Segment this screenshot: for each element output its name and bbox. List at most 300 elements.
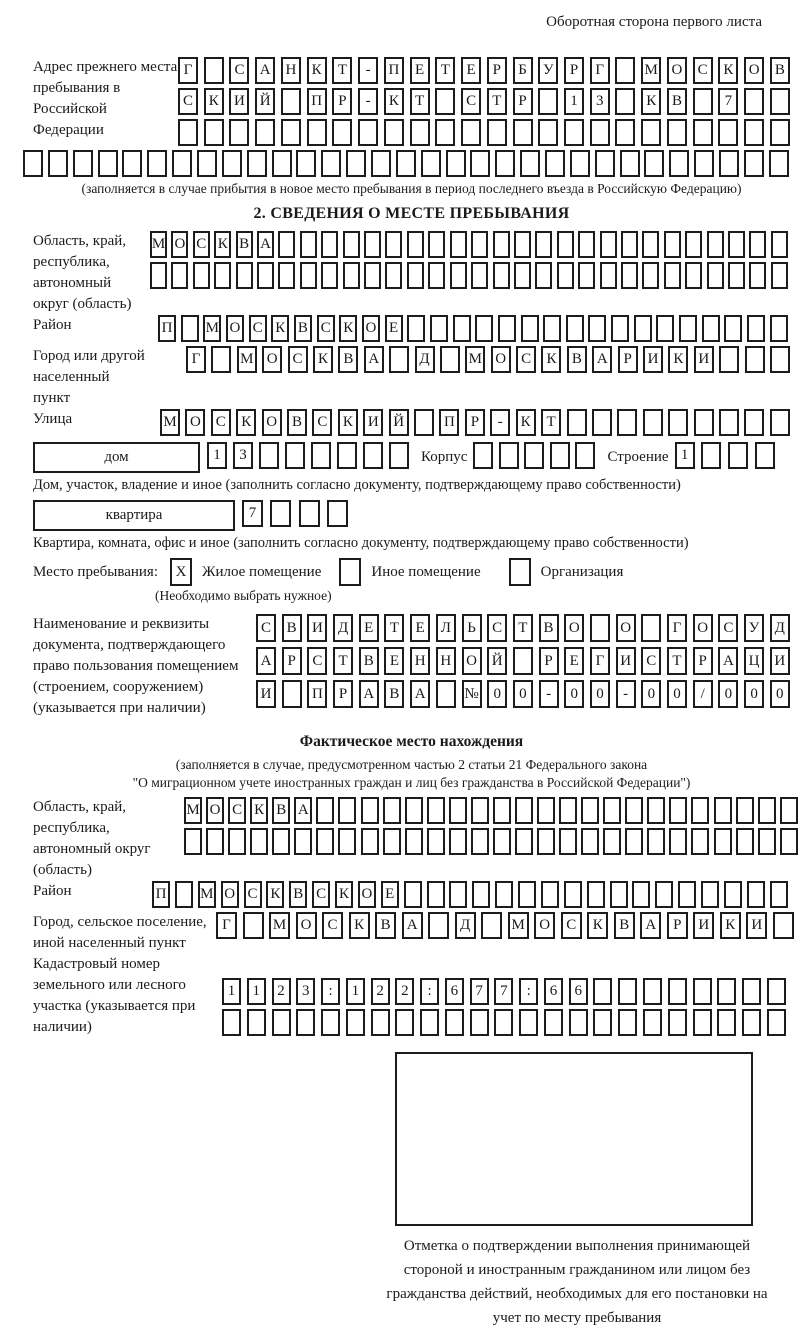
char-cell[interactable]	[184, 828, 202, 855]
char-cell[interactable]: О	[185, 409, 205, 436]
char-cell[interactable]	[771, 262, 788, 289]
char-cell[interactable]: Т	[487, 88, 507, 115]
char-cell[interactable]: Т	[410, 88, 430, 115]
char-cell[interactable]	[694, 409, 714, 436]
char-cell[interactable]	[600, 231, 617, 258]
char-cell[interactable]	[150, 262, 167, 289]
char-cell[interactable]	[742, 1009, 761, 1036]
char-cell[interactable]: К	[668, 346, 688, 373]
char-cell[interactable]: Г	[667, 614, 687, 642]
char-cell[interactable]	[717, 978, 736, 1005]
char-cell[interactable]	[383, 828, 401, 855]
char-cell[interactable]	[405, 828, 423, 855]
char-cell[interactable]	[581, 797, 599, 824]
char-cell[interactable]: 7	[242, 500, 263, 527]
char-cell[interactable]	[428, 912, 449, 939]
char-cell[interactable]	[513, 647, 533, 675]
char-cell[interactable]	[206, 828, 224, 855]
char-cell[interactable]	[587, 881, 605, 908]
char-cell[interactable]: Л	[436, 614, 456, 642]
char-cell[interactable]: Р	[282, 647, 302, 675]
char-cell[interactable]: А	[257, 231, 274, 258]
char-cell[interactable]	[193, 262, 210, 289]
char-cell[interactable]: О	[462, 647, 482, 675]
char-cell[interactable]	[515, 797, 533, 824]
char-cell[interactable]	[395, 1009, 414, 1036]
char-cell[interactable]	[566, 315, 584, 342]
char-cell[interactable]	[514, 262, 531, 289]
char-cell[interactable]	[337, 442, 357, 469]
char-cell[interactable]: К	[204, 88, 224, 115]
char-cell[interactable]: О	[262, 409, 282, 436]
char-cell[interactable]: М	[508, 912, 529, 939]
char-cell[interactable]	[300, 262, 317, 289]
char-cell[interactable]: Р	[332, 88, 352, 115]
char-cell[interactable]: Р	[487, 57, 507, 84]
char-cell[interactable]	[728, 262, 745, 289]
char-cell[interactable]: 0	[590, 680, 610, 708]
char-cell[interactable]: О	[667, 57, 687, 84]
char-cell[interactable]	[603, 797, 621, 824]
char-cell[interactable]	[535, 262, 552, 289]
char-cell[interactable]	[278, 231, 295, 258]
char-cell[interactable]: К	[718, 57, 738, 84]
char-cell[interactable]	[211, 346, 231, 373]
char-cell[interactable]	[669, 797, 687, 824]
char-cell[interactable]: К	[720, 912, 741, 939]
char-cell[interactable]	[428, 231, 445, 258]
char-cell[interactable]	[693, 1009, 712, 1036]
char-cell[interactable]: О	[206, 797, 224, 824]
char-cell[interactable]	[755, 442, 775, 469]
char-cell[interactable]: В	[272, 797, 290, 824]
char-cell[interactable]: У	[744, 614, 764, 642]
char-cell[interactable]	[430, 315, 448, 342]
char-cell[interactable]	[204, 119, 224, 146]
char-cell[interactable]: -	[539, 680, 559, 708]
char-cell[interactable]	[736, 828, 754, 855]
char-cell[interactable]: 0	[718, 680, 738, 708]
char-cell[interactable]	[404, 881, 422, 908]
char-cell[interactable]: М	[160, 409, 180, 436]
char-cell[interactable]	[647, 797, 665, 824]
char-cell[interactable]: 3	[590, 88, 610, 115]
char-cell[interactable]	[316, 797, 334, 824]
char-cell[interactable]	[197, 150, 217, 177]
char-cell[interactable]: О	[616, 614, 636, 642]
char-cell[interactable]: С	[312, 881, 330, 908]
char-cell[interactable]: К	[587, 912, 608, 939]
char-cell[interactable]	[321, 231, 338, 258]
char-cell[interactable]	[664, 231, 681, 258]
char-cell[interactable]	[758, 828, 776, 855]
char-cell[interactable]	[625, 828, 643, 855]
char-cell[interactable]: В	[375, 912, 396, 939]
char-cell[interactable]: В	[294, 315, 312, 342]
char-cell[interactable]	[461, 119, 481, 146]
char-cell[interactable]: Т	[513, 614, 533, 642]
char-cell[interactable]: М	[203, 315, 221, 342]
char-cell[interactable]	[396, 150, 416, 177]
char-cell[interactable]	[421, 150, 441, 177]
char-cell[interactable]: С	[228, 797, 246, 824]
char-cell[interactable]	[281, 88, 301, 115]
char-cell[interactable]	[590, 119, 610, 146]
char-cell[interactable]	[364, 231, 381, 258]
char-cell[interactable]	[567, 409, 587, 436]
char-cell[interactable]: В	[614, 912, 635, 939]
char-cell[interactable]	[641, 614, 661, 642]
char-cell[interactable]	[361, 828, 379, 855]
char-cell[interactable]	[407, 262, 424, 289]
char-cell[interactable]	[668, 978, 687, 1005]
char-cell[interactable]: Е	[564, 647, 584, 675]
char-cell[interactable]: С	[641, 647, 661, 675]
char-cell[interactable]	[595, 150, 615, 177]
char-cell[interactable]: С	[211, 409, 231, 436]
char-cell[interactable]: В	[289, 881, 307, 908]
char-cell[interactable]	[385, 231, 402, 258]
char-cell[interactable]	[250, 828, 268, 855]
char-cell[interactable]	[172, 150, 192, 177]
char-cell[interactable]	[656, 315, 674, 342]
char-cell[interactable]	[338, 797, 356, 824]
char-cell[interactable]	[363, 442, 383, 469]
char-cell[interactable]	[23, 150, 43, 177]
char-cell[interactable]: О	[296, 912, 317, 939]
char-cell[interactable]: К	[641, 88, 661, 115]
char-cell[interactable]	[593, 1009, 612, 1036]
char-cell[interactable]: С	[288, 346, 308, 373]
char-cell[interactable]	[449, 881, 467, 908]
char-cell[interactable]	[296, 1009, 315, 1036]
char-cell[interactable]	[719, 409, 739, 436]
char-cell[interactable]	[570, 150, 590, 177]
char-cell[interactable]: Б	[513, 57, 533, 84]
char-cell[interactable]: К	[271, 315, 289, 342]
char-cell[interactable]: У	[538, 57, 558, 84]
char-cell[interactable]	[473, 442, 493, 469]
char-cell[interactable]: А	[592, 346, 612, 373]
char-cell[interactable]: 7	[718, 88, 738, 115]
char-cell[interactable]: 0	[770, 680, 790, 708]
char-cell[interactable]: Д	[333, 614, 353, 642]
char-cell[interactable]: 3	[233, 442, 253, 469]
char-cell[interactable]: /	[693, 680, 713, 708]
char-cell[interactable]: Й	[255, 88, 275, 115]
char-cell[interactable]	[389, 442, 409, 469]
char-cell[interactable]	[693, 119, 713, 146]
char-cell[interactable]	[535, 231, 552, 258]
char-cell[interactable]	[559, 828, 577, 855]
char-cell[interactable]: О	[262, 346, 282, 373]
char-cell[interactable]	[338, 828, 356, 855]
char-cell[interactable]: Е	[381, 881, 399, 908]
char-cell[interactable]	[728, 231, 745, 258]
char-cell[interactable]: 2	[395, 978, 414, 1005]
checkbox-inoe-pomeshchenie[interactable]	[339, 558, 361, 586]
char-cell[interactable]: А	[640, 912, 661, 939]
char-cell[interactable]: Т	[667, 647, 687, 675]
char-cell[interactable]	[471, 231, 488, 258]
char-cell[interactable]	[410, 119, 430, 146]
char-cell[interactable]	[611, 315, 629, 342]
char-cell[interactable]: В	[567, 346, 587, 373]
char-cell[interactable]	[257, 262, 274, 289]
char-cell[interactable]	[435, 88, 455, 115]
char-cell[interactable]: :	[519, 978, 538, 1005]
char-cell[interactable]	[728, 442, 748, 469]
char-cell[interactable]	[618, 1009, 637, 1036]
char-cell[interactable]	[718, 119, 738, 146]
char-cell[interactable]: Г	[178, 57, 198, 84]
char-cell[interactable]: Т	[384, 614, 404, 642]
char-cell[interactable]: Г	[186, 346, 206, 373]
char-cell[interactable]: Е	[461, 57, 481, 84]
char-cell[interactable]: 0	[513, 680, 533, 708]
char-cell[interactable]: А	[410, 680, 430, 708]
char-cell[interactable]	[615, 88, 635, 115]
char-cell[interactable]	[578, 262, 595, 289]
char-cell[interactable]: С	[193, 231, 210, 258]
char-cell[interactable]	[470, 1009, 489, 1036]
char-cell[interactable]	[493, 828, 511, 855]
char-cell[interactable]	[643, 409, 663, 436]
char-cell[interactable]	[270, 500, 291, 527]
char-cell[interactable]: И	[693, 912, 714, 939]
char-cell[interactable]	[247, 1009, 266, 1036]
char-cell[interactable]	[498, 315, 516, 342]
char-cell[interactable]	[521, 315, 539, 342]
char-cell[interactable]: А	[294, 797, 312, 824]
char-cell[interactable]: И	[643, 346, 663, 373]
char-cell[interactable]	[471, 828, 489, 855]
char-cell[interactable]	[384, 119, 404, 146]
char-cell[interactable]	[346, 1009, 365, 1036]
char-cell[interactable]: Д	[455, 912, 476, 939]
char-cell[interactable]: С	[461, 88, 481, 115]
char-cell[interactable]: Е	[385, 315, 403, 342]
char-cell[interactable]	[361, 797, 379, 824]
char-cell[interactable]: М	[184, 797, 202, 824]
char-cell[interactable]	[307, 119, 327, 146]
char-cell[interactable]	[214, 262, 231, 289]
char-cell[interactable]: Р	[667, 912, 688, 939]
char-cell[interactable]: А	[255, 57, 275, 84]
char-cell[interactable]	[632, 881, 650, 908]
char-cell[interactable]	[321, 262, 338, 289]
char-cell[interactable]: С	[487, 614, 507, 642]
char-cell[interactable]	[770, 881, 788, 908]
char-cell[interactable]	[332, 119, 352, 146]
char-cell[interactable]	[383, 797, 401, 824]
char-cell[interactable]: А	[402, 912, 423, 939]
char-cell[interactable]: В	[236, 231, 253, 258]
char-cell[interactable]	[446, 150, 466, 177]
char-cell[interactable]	[538, 119, 558, 146]
char-cell[interactable]: О	[564, 614, 584, 642]
char-cell[interactable]: С	[244, 881, 262, 908]
char-cell[interactable]	[343, 262, 360, 289]
char-cell[interactable]	[427, 797, 445, 824]
char-cell[interactable]: 7	[470, 978, 489, 1005]
char-cell[interactable]: К	[236, 409, 256, 436]
char-cell[interactable]	[669, 828, 687, 855]
char-cell[interactable]: П	[158, 315, 176, 342]
char-cell[interactable]	[524, 442, 544, 469]
char-cell[interactable]	[537, 797, 555, 824]
char-cell[interactable]	[538, 88, 558, 115]
char-cell[interactable]	[471, 262, 488, 289]
char-cell[interactable]: И	[770, 647, 790, 675]
char-cell[interactable]	[272, 1009, 291, 1036]
char-cell[interactable]	[771, 231, 788, 258]
char-cell[interactable]	[691, 797, 709, 824]
char-cell[interactable]: :	[321, 978, 340, 1005]
char-cell[interactable]	[493, 797, 511, 824]
char-cell[interactable]: 2	[272, 978, 291, 1005]
char-cell[interactable]	[471, 797, 489, 824]
char-cell[interactable]: Т	[333, 647, 353, 675]
char-cell[interactable]	[691, 828, 709, 855]
char-cell[interactable]: Н	[436, 647, 456, 675]
char-cell[interactable]	[493, 231, 510, 258]
char-cell[interactable]	[544, 1009, 563, 1036]
char-cell[interactable]: 0	[564, 680, 584, 708]
char-cell[interactable]	[780, 797, 798, 824]
char-cell[interactable]	[499, 442, 519, 469]
char-cell[interactable]: С	[229, 57, 249, 84]
char-cell[interactable]: П	[152, 881, 170, 908]
char-cell[interactable]: К	[266, 881, 284, 908]
char-cell[interactable]: С	[561, 912, 582, 939]
char-cell[interactable]: Р	[564, 57, 584, 84]
char-cell[interactable]	[327, 500, 348, 527]
char-cell[interactable]	[316, 828, 334, 855]
char-cell[interactable]: С	[317, 315, 335, 342]
char-cell[interactable]	[744, 409, 764, 436]
char-cell[interactable]: -	[358, 57, 378, 84]
char-cell[interactable]	[679, 315, 697, 342]
char-cell[interactable]	[513, 119, 533, 146]
char-cell[interactable]	[559, 797, 577, 824]
char-cell[interactable]	[767, 1009, 786, 1036]
char-cell[interactable]: И	[307, 614, 327, 642]
char-cell[interactable]	[405, 797, 423, 824]
char-cell[interactable]: Т	[435, 57, 455, 84]
char-cell[interactable]	[236, 262, 253, 289]
char-cell[interactable]	[744, 150, 764, 177]
char-cell[interactable]: Ц	[744, 647, 764, 675]
char-cell[interactable]	[449, 828, 467, 855]
char-cell[interactable]: О	[693, 614, 713, 642]
char-cell[interactable]	[593, 978, 612, 1005]
char-cell[interactable]	[278, 262, 295, 289]
char-cell[interactable]	[564, 119, 584, 146]
char-cell[interactable]	[453, 315, 471, 342]
char-cell[interactable]	[178, 119, 198, 146]
char-cell[interactable]: М	[465, 346, 485, 373]
char-cell[interactable]: О	[226, 315, 244, 342]
char-cell[interactable]	[770, 119, 790, 146]
char-cell[interactable]	[537, 828, 555, 855]
char-cell[interactable]	[736, 797, 754, 824]
char-cell[interactable]	[702, 315, 720, 342]
char-cell[interactable]: 1	[207, 442, 227, 469]
char-cell[interactable]	[414, 409, 434, 436]
char-cell[interactable]: П	[307, 680, 327, 708]
char-cell[interactable]	[610, 881, 628, 908]
char-cell[interactable]	[719, 346, 739, 373]
char-cell[interactable]: В	[770, 57, 790, 84]
char-cell[interactable]	[294, 828, 312, 855]
char-cell[interactable]: -	[490, 409, 510, 436]
char-cell[interactable]	[769, 150, 789, 177]
char-cell[interactable]	[228, 828, 246, 855]
char-cell[interactable]: Е	[384, 647, 404, 675]
char-cell[interactable]	[770, 88, 790, 115]
char-cell[interactable]: И	[363, 409, 383, 436]
char-cell[interactable]	[420, 1009, 439, 1036]
char-cell[interactable]	[575, 442, 595, 469]
char-cell[interactable]: Р	[618, 346, 638, 373]
char-cell[interactable]: 1	[564, 88, 584, 115]
char-cell[interactable]	[634, 315, 652, 342]
char-cell[interactable]: М	[641, 57, 661, 84]
char-cell[interactable]	[701, 881, 719, 908]
char-cell[interactable]	[744, 88, 764, 115]
char-cell[interactable]	[519, 1009, 538, 1036]
char-cell[interactable]	[229, 119, 249, 146]
char-cell[interactable]	[615, 119, 635, 146]
char-cell[interactable]: Е	[410, 614, 430, 642]
char-cell[interactable]: М	[198, 881, 216, 908]
char-cell[interactable]	[494, 1009, 513, 1036]
char-cell[interactable]	[678, 881, 696, 908]
char-cell[interactable]	[643, 1009, 662, 1036]
char-cell[interactable]: К	[349, 912, 370, 939]
char-cell[interactable]	[285, 442, 305, 469]
char-cell[interactable]	[642, 231, 659, 258]
char-cell[interactable]	[647, 828, 665, 855]
char-cell[interactable]	[724, 315, 742, 342]
char-cell[interactable]: О	[358, 881, 376, 908]
char-cell[interactable]	[625, 797, 643, 824]
char-cell[interactable]	[481, 912, 502, 939]
char-cell[interactable]	[371, 1009, 390, 1036]
char-cell[interactable]	[569, 1009, 588, 1036]
char-cell[interactable]	[321, 1009, 340, 1036]
char-cell[interactable]	[714, 797, 732, 824]
char-cell[interactable]	[385, 262, 402, 289]
char-cell[interactable]	[343, 231, 360, 258]
char-cell[interactable]	[745, 346, 765, 373]
char-cell[interactable]: 1	[675, 442, 695, 469]
char-cell[interactable]: Т	[332, 57, 352, 84]
char-cell[interactable]: О	[744, 57, 764, 84]
char-cell[interactable]	[204, 57, 224, 84]
char-cell[interactable]: С	[693, 57, 713, 84]
char-cell[interactable]	[495, 881, 513, 908]
char-cell[interactable]	[358, 119, 378, 146]
char-cell[interactable]: 0	[667, 680, 687, 708]
char-cell[interactable]	[48, 150, 68, 177]
char-cell[interactable]: Р	[693, 647, 713, 675]
char-cell[interactable]	[685, 231, 702, 258]
char-cell[interactable]	[427, 881, 445, 908]
char-cell[interactable]	[371, 150, 391, 177]
char-cell[interactable]	[621, 262, 638, 289]
